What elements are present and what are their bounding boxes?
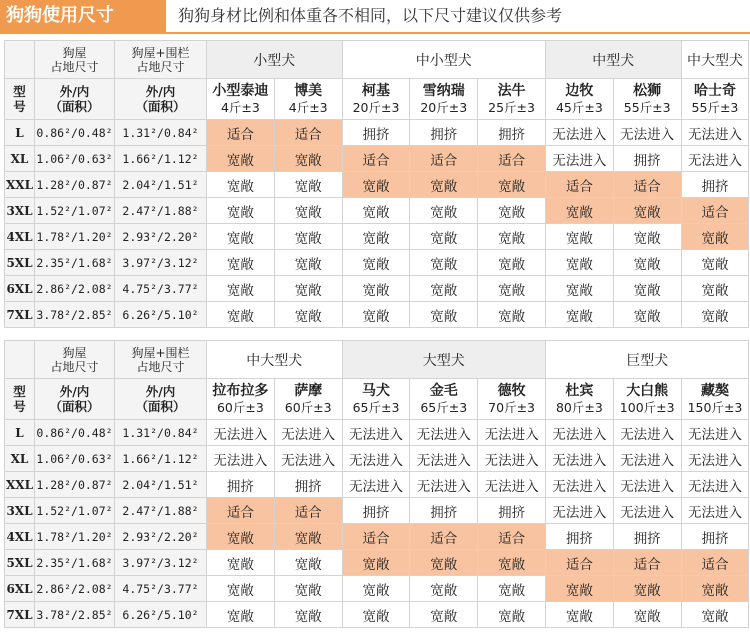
fit-rating-cell: 拥挤 xyxy=(410,120,478,146)
size-table-small-medium xyxy=(4,40,749,328)
fit-rating-cell: 宽敞 xyxy=(274,198,342,224)
fit-rating-cell: 无法进入 xyxy=(478,420,546,446)
fit-rating-cell: 无法进入 xyxy=(410,446,478,472)
fit-rating-cell: 宽敞 xyxy=(274,524,342,550)
fit-rating-cell: 适合 xyxy=(613,550,681,576)
fit-rating-cell: 宽敞 xyxy=(342,602,410,628)
fit-rating-cell: 拥挤 xyxy=(342,498,410,524)
dog-breed-header xyxy=(410,79,478,120)
dog-breed-header xyxy=(613,379,681,420)
fit-rating-cell: 适合 xyxy=(478,524,546,550)
fit-rating-cell: 拥挤 xyxy=(681,524,749,550)
house-area-value: 1.06²/0.63² xyxy=(35,146,115,172)
dog-name-row xyxy=(5,79,749,120)
table-row xyxy=(5,276,749,302)
dog-name-row xyxy=(5,379,749,420)
fence-area-header: 外/内 （面积） xyxy=(115,379,207,420)
house-area-value: 1.06²/0.63² xyxy=(35,446,115,472)
fit-rating-cell: 适合 xyxy=(207,120,275,146)
dog-breed-name: 柯基 xyxy=(361,83,390,99)
size-label: 6XL xyxy=(5,276,35,302)
fit-rating-cell: 宽敞 xyxy=(207,302,275,328)
fit-rating-cell: 宽敞 xyxy=(478,550,546,576)
size-label: 7XL xyxy=(5,602,35,628)
dog-breed-header xyxy=(681,79,749,120)
table-row xyxy=(5,250,749,276)
fit-rating-cell: 适合 xyxy=(545,172,613,198)
fit-rating-cell: 宽敞 xyxy=(342,224,410,250)
dog-group-header: 中大型犬 xyxy=(207,341,343,379)
fit-rating-cell: 适合 xyxy=(613,172,681,198)
house-area-value: 2.86²/2.08² xyxy=(35,576,115,602)
dog-breed-weight: 100斤±3 xyxy=(619,400,675,415)
fit-rating-cell: 无法进入 xyxy=(681,498,749,524)
dog-breed-weight: 55斤±3 xyxy=(623,100,671,115)
dog-breed-name: 雪纳瑞 xyxy=(422,83,465,99)
fence-area-value: 3.97²/3.12² xyxy=(115,250,207,276)
fit-rating-cell: 宽敞 xyxy=(342,550,410,576)
fit-rating-cell: 宽敞 xyxy=(546,576,614,602)
fit-rating-cell: 无法进入 xyxy=(274,446,342,472)
fit-rating-cell: 宽敞 xyxy=(613,602,681,628)
fit-rating-cell: 拥挤 xyxy=(410,498,478,524)
dog-breed-header xyxy=(410,379,478,420)
house-area-header: 外/内 （面积） xyxy=(35,79,115,120)
fit-rating-cell: 无法进入 xyxy=(207,420,275,446)
dog-breed-name: 法牛 xyxy=(497,83,526,99)
fit-rating-cell: 宽敞 xyxy=(681,250,749,276)
dog-breed-weight: 150斤±3 xyxy=(687,400,743,415)
table-row xyxy=(5,172,749,198)
fit-rating-cell: 宽敞 xyxy=(410,198,478,224)
dog-breed-header xyxy=(478,379,546,420)
size-label: 4XL xyxy=(5,524,35,550)
fit-rating-cell: 无法进入 xyxy=(546,472,614,498)
fit-rating-cell: 宽敞 xyxy=(478,602,546,628)
fit-rating-cell: 拥挤 xyxy=(613,146,681,172)
fence-area-value: 1.31²/0.84² xyxy=(115,420,207,446)
fit-rating-cell: 无法进入 xyxy=(613,120,681,146)
fit-rating-cell: 宽敞 xyxy=(681,302,749,328)
table-row xyxy=(5,576,749,602)
dog-breed-name: 金毛 xyxy=(429,383,458,399)
fit-rating-cell: 宽敞 xyxy=(478,224,546,250)
fit-rating-cell: 宽敞 xyxy=(342,276,410,302)
fence-area-value: 4.75²/3.77² xyxy=(115,576,207,602)
fit-rating-cell: 宽敞 xyxy=(681,602,749,628)
fit-rating-cell: 宽敞 xyxy=(410,302,478,328)
fit-rating-cell: 宽敞 xyxy=(410,550,478,576)
fence-area-value: 1.66²/1.12² xyxy=(115,146,207,172)
fit-rating-cell: 无法进入 xyxy=(342,420,410,446)
fit-rating-cell: 无法进入 xyxy=(681,146,749,172)
table-row xyxy=(5,524,749,550)
fit-rating-cell: 宽敞 xyxy=(478,576,546,602)
size-label: XL xyxy=(5,446,35,472)
table-row xyxy=(5,120,749,146)
dog-breed-weight: 70斤±3 xyxy=(488,400,536,415)
fit-rating-cell: 宽敞 xyxy=(410,172,478,198)
fence-area-value: 2.93²/2.20² xyxy=(115,524,207,550)
house-area-header: 外/内 （面积） xyxy=(35,379,115,420)
size-label: XXL xyxy=(5,472,35,498)
dog-breed-weight: 65斤±3 xyxy=(420,400,468,415)
table-row xyxy=(5,420,749,446)
fit-rating-cell: 宽敞 xyxy=(207,172,275,198)
dog-breed-weight: 80斤±3 xyxy=(555,400,603,415)
dog-breed-header xyxy=(681,379,749,420)
fit-rating-cell: 无法进入 xyxy=(342,446,410,472)
page-header xyxy=(0,0,750,34)
dog-breed-weight: 65斤±3 xyxy=(352,400,400,415)
fit-rating-cell: 拥挤 xyxy=(478,120,546,146)
dog-breed-name: 杜宾 xyxy=(565,383,594,399)
fence-area-value: 6.26²/5.10² xyxy=(115,602,207,628)
dog-group-header: 小型犬 xyxy=(207,41,343,79)
fence-size-header: 狗屋+围栏 占地尺寸 xyxy=(115,341,207,379)
dog-breed-weight: 60斤±3 xyxy=(284,400,332,415)
dog-breed-name: 马犬 xyxy=(361,383,390,399)
house-area-value: 1.78²/1.20² xyxy=(35,224,115,250)
fit-rating-cell: 宽敞 xyxy=(274,550,342,576)
size-label: 5XL xyxy=(5,250,35,276)
fit-rating-cell: 宽敞 xyxy=(274,146,342,172)
dog-breed-name: 博美 xyxy=(294,83,323,99)
fence-size-header: 狗屋+围栏 占地尺寸 xyxy=(115,41,207,79)
fit-rating-cell: 宽敞 xyxy=(207,602,275,628)
fit-rating-cell: 适合 xyxy=(681,550,749,576)
fit-rating-cell: 适合 xyxy=(274,498,342,524)
fit-rating-cell: 适合 xyxy=(410,524,478,550)
fit-rating-cell: 宽敞 xyxy=(410,276,478,302)
fit-rating-cell: 适合 xyxy=(342,146,410,172)
house-area-value: 1.52²/1.07² xyxy=(35,498,115,524)
header-row xyxy=(5,41,749,79)
fit-rating-cell: 宽敞 xyxy=(274,276,342,302)
fit-rating-cell: 宽敞 xyxy=(478,250,546,276)
fit-rating-cell: 宽敞 xyxy=(613,276,681,302)
fit-rating-cell: 适合 xyxy=(478,146,546,172)
fit-rating-cell: 宽敞 xyxy=(478,302,546,328)
fence-area-value: 1.66²/1.12² xyxy=(115,446,207,472)
fit-rating-cell: 无法进入 xyxy=(546,420,614,446)
fit-rating-cell: 宽敞 xyxy=(274,172,342,198)
house-area-value: 1.78²/1.20² xyxy=(35,524,115,550)
fit-rating-cell: 宽敞 xyxy=(274,250,342,276)
dog-breed-weight: 20斤±3 xyxy=(352,100,400,115)
fit-rating-cell: 无法进入 xyxy=(207,446,275,472)
dog-breed-name: 萨摩 xyxy=(294,383,323,399)
fit-rating-cell: 无法进入 xyxy=(681,120,749,146)
dog-breed-weight: 25斤±3 xyxy=(488,100,535,115)
dog-breed-header xyxy=(274,379,342,420)
dog-group-header: 中型犬 xyxy=(545,41,681,79)
dog-breed-name: 拉布拉多 xyxy=(212,383,269,399)
fit-rating-cell: 适合 xyxy=(274,120,342,146)
fit-rating-cell: 宽敞 xyxy=(478,276,546,302)
blank-corner xyxy=(5,41,35,79)
fit-rating-cell: 无法进入 xyxy=(545,146,613,172)
dog-breed-weight: 4斤±3 xyxy=(220,100,260,115)
dog-breed-weight: 4斤±3 xyxy=(288,100,328,115)
dog-breed-header xyxy=(545,79,613,120)
dog-group-header: 中大型犬 xyxy=(681,41,749,79)
fit-rating-cell: 无法进入 xyxy=(342,472,410,498)
table-row xyxy=(5,302,749,328)
fit-rating-cell: 宽敞 xyxy=(545,302,613,328)
fit-rating-cell: 宽敞 xyxy=(545,276,613,302)
fit-rating-cell: 宽敞 xyxy=(613,198,681,224)
dog-breed-header xyxy=(207,79,275,120)
fit-rating-cell: 宽敞 xyxy=(207,550,275,576)
dog-breed-name: 边牧 xyxy=(565,83,594,99)
table-row xyxy=(5,198,749,224)
fence-area-value: 2.47²/1.88² xyxy=(115,198,207,224)
house-area-value: 2.35²/1.68² xyxy=(35,250,115,276)
dog-breed-name: 德牧 xyxy=(497,383,526,399)
dog-breed-weight: 45斤±3 xyxy=(555,100,603,115)
fit-rating-cell: 适合 xyxy=(546,550,614,576)
fit-rating-cell: 宽敞 xyxy=(207,146,275,172)
fence-area-header: 外/内 （面积） xyxy=(115,79,207,120)
size-column-header: 型 号 xyxy=(5,379,35,420)
fence-area-value: 1.31²/0.84² xyxy=(115,120,207,146)
fit-rating-cell: 宽敞 xyxy=(681,276,749,302)
house-area-value: 2.86²/2.08² xyxy=(35,276,115,302)
fit-rating-cell: 无法进入 xyxy=(681,446,749,472)
house-area-value: 3.78²/2.85² xyxy=(35,602,115,628)
fit-rating-cell: 适合 xyxy=(342,524,410,550)
size-label: 3XL xyxy=(5,498,35,524)
house-area-value: 0.86²/0.48² xyxy=(35,120,115,146)
fit-rating-cell: 宽敞 xyxy=(274,602,342,628)
fit-rating-cell: 无法进入 xyxy=(613,472,681,498)
dog-breed-weight: 60斤±3 xyxy=(216,400,264,415)
size-label: 3XL xyxy=(5,198,35,224)
page-subtitle: 狗狗身材比例和体重各不相同，以下尺寸建议仅供参考 xyxy=(178,6,563,25)
fit-rating-cell: 宽敞 xyxy=(613,224,681,250)
fit-rating-cell: 宽敞 xyxy=(342,172,410,198)
fit-rating-cell: 宽敞 xyxy=(207,276,275,302)
fit-rating-cell: 宽敞 xyxy=(545,224,613,250)
fit-rating-cell: 拥挤 xyxy=(274,472,342,498)
table-row xyxy=(5,472,749,498)
house-size-header: 狗屋 占地尺寸 xyxy=(35,341,115,379)
dog-group-header: 大型犬 xyxy=(342,341,545,379)
house-area-value: 2.35²/1.68² xyxy=(35,550,115,576)
table-row xyxy=(5,146,749,172)
fit-rating-cell: 拥挤 xyxy=(207,472,275,498)
fit-rating-cell: 宽敞 xyxy=(478,198,546,224)
fit-rating-cell: 宽敞 xyxy=(410,250,478,276)
fit-rating-cell: 宽敞 xyxy=(410,576,478,602)
dog-group-header: 巨型犬 xyxy=(546,341,749,379)
fit-rating-cell: 宽敞 xyxy=(681,224,749,250)
dog-breed-header xyxy=(478,79,546,120)
fit-rating-cell: 无法进入 xyxy=(274,420,342,446)
fit-rating-cell: 无法进入 xyxy=(546,446,614,472)
size-label: 4XL xyxy=(5,224,35,250)
dog-breed-name: 小型泰迪 xyxy=(212,83,269,99)
table-row xyxy=(5,446,749,472)
fit-rating-cell: 宽敞 xyxy=(613,302,681,328)
size-column-header: 型 号 xyxy=(5,79,35,120)
header-row xyxy=(5,341,749,379)
table-row xyxy=(5,498,749,524)
house-size-header: 狗屋 占地尺寸 xyxy=(35,41,115,79)
fit-rating-cell: 宽敞 xyxy=(613,250,681,276)
fit-rating-cell: 宽敞 xyxy=(274,302,342,328)
fit-rating-cell: 适合 xyxy=(207,498,275,524)
dog-breed-header xyxy=(342,379,410,420)
dog-breed-header xyxy=(546,379,614,420)
fit-rating-cell: 宽敞 xyxy=(274,224,342,250)
fit-rating-cell: 拥挤 xyxy=(478,498,546,524)
dog-breed-header xyxy=(613,79,681,120)
fit-rating-cell: 宽敞 xyxy=(207,524,275,550)
fit-rating-cell: 宽敞 xyxy=(207,198,275,224)
size-label: XL xyxy=(5,146,35,172)
fit-rating-cell: 宽敞 xyxy=(342,250,410,276)
fit-rating-cell: 宽敞 xyxy=(207,576,275,602)
table-row xyxy=(5,550,749,576)
fit-rating-cell: 宽敞 xyxy=(207,250,275,276)
fit-rating-cell: 宽敞 xyxy=(207,224,275,250)
dog-breed-weight: 55斤±3 xyxy=(691,100,739,115)
fit-rating-cell: 无法进入 xyxy=(478,446,546,472)
fit-rating-cell: 宽敞 xyxy=(410,224,478,250)
house-area-value: 3.78²/2.85² xyxy=(35,302,115,328)
fit-rating-cell: 宽敞 xyxy=(613,576,681,602)
dog-breed-header xyxy=(207,379,275,420)
fit-rating-cell: 适合 xyxy=(681,198,749,224)
fit-rating-cell: 无法进入 xyxy=(410,472,478,498)
size-label: L xyxy=(5,120,35,146)
size-table-large-giant xyxy=(4,340,749,628)
fence-area-value: 6.26²/5.10² xyxy=(115,302,207,328)
size-label: XXL xyxy=(5,172,35,198)
fit-rating-cell: 宽敞 xyxy=(410,602,478,628)
page-title: 狗狗使用尺寸 xyxy=(0,0,166,32)
fit-rating-cell: 宽敞 xyxy=(545,198,613,224)
table-row xyxy=(5,224,749,250)
dog-breed-name: 哈士奇 xyxy=(693,83,736,99)
fit-rating-cell: 无法进入 xyxy=(613,498,681,524)
fit-rating-cell: 无法进入 xyxy=(478,472,546,498)
size-label: L xyxy=(5,420,35,446)
fit-rating-cell: 拥挤 xyxy=(342,120,410,146)
house-area-value: 1.28²/0.87² xyxy=(35,172,115,198)
dog-breed-name: 藏獒 xyxy=(701,383,729,399)
fit-rating-cell: 无法进入 xyxy=(410,420,478,446)
fit-rating-cell: 宽敞 xyxy=(546,602,614,628)
fence-area-value: 2.47²/1.88² xyxy=(115,498,207,524)
fit-rating-cell: 宽敞 xyxy=(681,576,749,602)
fit-rating-cell: 无法进入 xyxy=(613,420,681,446)
fit-rating-cell: 宽敞 xyxy=(478,172,546,198)
size-label: 6XL xyxy=(5,576,35,602)
fit-rating-cell: 拥挤 xyxy=(613,524,681,550)
fence-area-value: 2.04²/1.51² xyxy=(115,472,207,498)
fit-rating-cell: 宽敞 xyxy=(274,576,342,602)
size-label: 7XL xyxy=(5,302,35,328)
fence-area-value: 2.93²/2.20² xyxy=(115,224,207,250)
dog-breed-header xyxy=(274,79,342,120)
dog-breed-name: 松狮 xyxy=(633,83,662,99)
fit-rating-cell: 无法进入 xyxy=(546,498,614,524)
fit-rating-cell: 宽敞 xyxy=(545,250,613,276)
fit-rating-cell: 宽敞 xyxy=(342,198,410,224)
fit-rating-cell: 无法进入 xyxy=(681,420,749,446)
table-row xyxy=(5,602,749,628)
house-area-value: 0.86²/0.48² xyxy=(35,420,115,446)
size-label: 5XL xyxy=(5,550,35,576)
blank-corner xyxy=(5,341,35,379)
fit-rating-cell: 拥挤 xyxy=(681,172,749,198)
dog-breed-weight: 20斤±3 xyxy=(420,100,468,115)
fit-rating-cell: 无法进入 xyxy=(681,472,749,498)
fit-rating-cell: 宽敞 xyxy=(342,302,410,328)
dog-group-header: 中小型犬 xyxy=(342,41,545,79)
fence-area-value: 4.75²/3.77² xyxy=(115,276,207,302)
house-area-value: 1.52²/1.07² xyxy=(35,198,115,224)
fit-rating-cell: 拥挤 xyxy=(546,524,614,550)
dog-breed-header xyxy=(342,79,410,120)
fence-area-value: 2.04²/1.51² xyxy=(115,172,207,198)
fence-area-value: 3.97²/3.12² xyxy=(115,550,207,576)
fit-rating-cell: 适合 xyxy=(410,146,478,172)
dog-breed-name: 大白熊 xyxy=(626,383,669,399)
fit-rating-cell: 无法进入 xyxy=(613,446,681,472)
fit-rating-cell: 宽敞 xyxy=(342,576,410,602)
house-area-value: 1.28²/0.87² xyxy=(35,472,115,498)
fit-rating-cell: 无法进入 xyxy=(545,120,613,146)
